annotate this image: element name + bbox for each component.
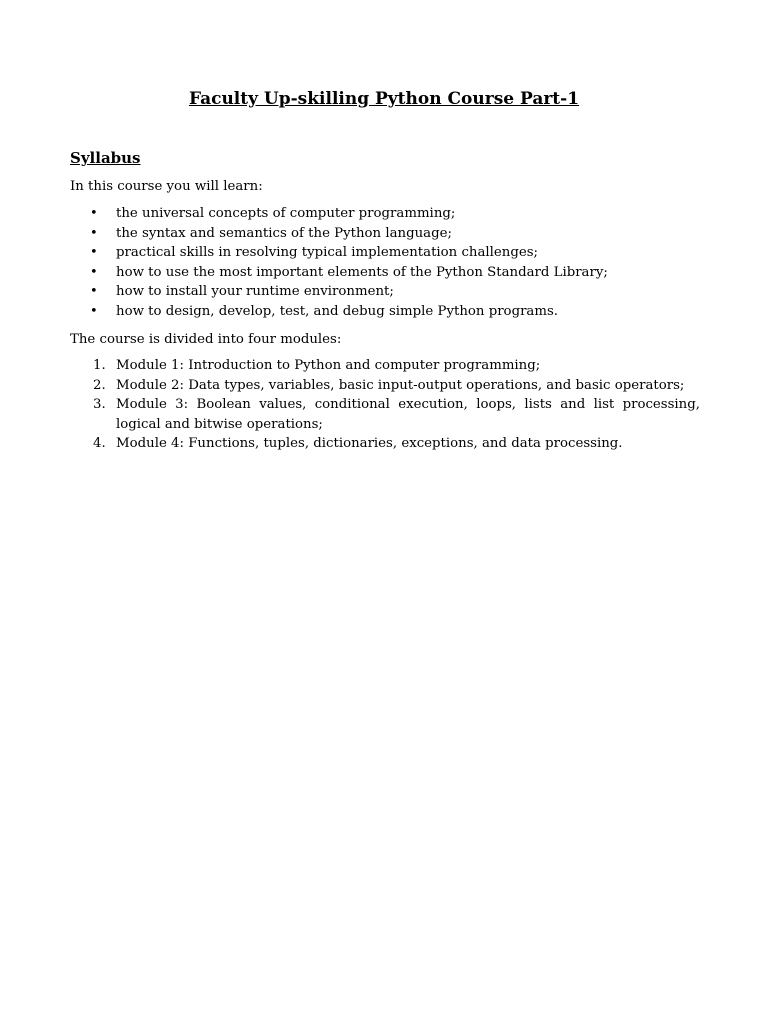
section-heading-syllabus: Syllabus	[70, 149, 141, 167]
module-item	[0, 356, 700, 376]
module-item	[0, 395, 700, 434]
bullet-icon: •	[90, 303, 98, 319]
list-item-text: how to install your runtime environment;	[116, 284, 394, 300]
module-text: Module 3: Boolean values, conditional execution, loops, lists and list processing, logical and bitwise operations;	[116, 397, 700, 432]
bullet-icon: •	[90, 284, 98, 300]
module-number: 1.	[93, 358, 106, 373]
list-item	[0, 282, 700, 302]
module-text: Module 2: Data types, variables, basic input-output operations, and basic operators;	[116, 377, 685, 393]
list-item-text: how to use the most important elements of the Python Standard Library;	[116, 264, 608, 280]
module-number: 3.	[93, 397, 106, 413]
list-item-text: the universal concepts of computer programming;	[116, 206, 456, 221]
module-text: Module 4: Functions, tuples, dictionaries, exceptions, and data processing.	[116, 436, 623, 452]
list-item-text: practical skills in resolving typical implementation challenges;	[116, 245, 539, 261]
list-item	[0, 204, 700, 224]
module-number: 4.	[93, 436, 106, 452]
modules-intro-text: The course is divided into four modules:	[70, 332, 342, 347]
bullet-icon: •	[90, 225, 98, 241]
module-text: Module 1: Introduction to Python and computer programming;	[116, 358, 541, 373]
list-item	[0, 243, 700, 263]
modules-list	[0, 356, 700, 454]
module-item	[0, 434, 700, 454]
bullet-icon: •	[90, 245, 98, 261]
page-title: Faculty Up-skilling Python Course Part-1	[188, 89, 580, 109]
bullet-icon: •	[90, 206, 98, 221]
list-item-text: how to design, develop, test, and debug simple Python programs.	[116, 303, 559, 319]
list-item	[0, 302, 700, 322]
list-item	[0, 263, 700, 283]
list-item-text: the syntax and semantics of the Python language;	[116, 225, 452, 241]
intro-text: In this course you will learn:	[70, 179, 263, 194]
module-item	[0, 376, 700, 396]
module-number: 2.	[93, 377, 106, 393]
bullet-icon: •	[90, 264, 98, 280]
topics-list	[0, 204, 700, 322]
list-item	[0, 224, 700, 244]
